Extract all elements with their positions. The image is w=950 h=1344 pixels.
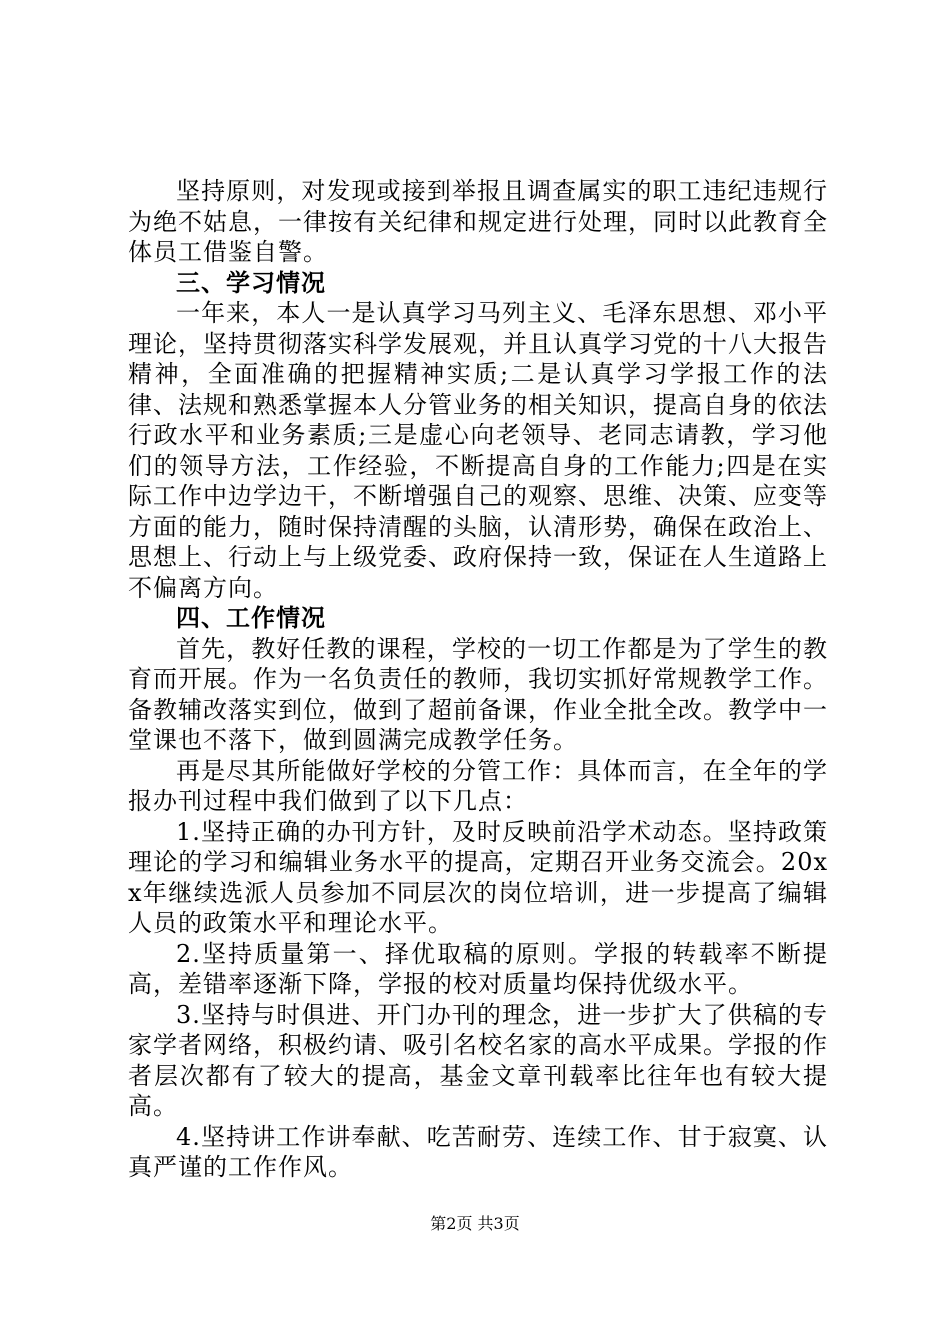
list-item-4: 4.坚持讲工作讲奉献、吃苦耐劳、连续工作、甘于寂寞、认真严谨的工作作风。 xyxy=(128,1122,828,1181)
paragraph-management: 再是尽其所能做好学校的分管工作：具体而言，在全年的学报办刊过程中我们做到了以下几点： xyxy=(128,756,828,815)
list-item-3: 3.坚持与时俱进、开门办刊的理念，进一步扩大了供稿的专家学者网络，积极约请、吸引名校名家的高水平成果。学报的作者层次都有了较大的提高，基金文章刊载率比往年也有较大提高。 xyxy=(128,1000,828,1120)
paragraph-study: 一年来，本人一是认真学习马列主义、毛泽东思想、邓小平理论，坚持贯彻落实科学发展观，并且认真学习党的十八大报告精神，全面准确的把握精神实质;二是认真学习学报工作的法律、法规和熟悉掌握本人分管业务的相关知识，提高自身的依法行政水平和业务素质;三是虚心向老领导、老同志请教，学习他们的领导方法，工作经验，不断提高自身的工作能力;四是在实际工作中边学边干，不断增强自己的观察、思维、决策、应变等方面的能力，随时保持清醒的头脑，认清形势，确保在政治上、思想上、行动上与上级党委、政府保持一致，保证在人生道路上不偏离方向。 xyxy=(128,299,828,602)
paragraph-teaching: 首先，教好任教的课程，学校的一切工作都是为了学生的教育而开展。作为一名负责任的教师，我切实抓好常规教学工作。备教辅改落实到位，做到了超前备课，作业全批全改。教学中一堂课也不落下，做到圆满完成教学任务。 xyxy=(128,634,828,754)
paragraph-discipline: 坚持原则，对发现或接到举报且调查属实的职工违纪违规行为绝不姑息，一律按有关纪律和规定进行处理，同时以此教育全体员工借鉴自警。 xyxy=(128,177,828,266)
section-heading-study: 三、学习情况 xyxy=(176,268,326,297)
page-number-footer: 第2页 共3页 xyxy=(430,1214,520,1233)
list-item-1: 1.坚持正确的办刊方针，及时反映前沿学术动态。坚持政策理论的学习和编辑业务水平的提高，定期召开业务交流会。20xx年继续选派人员参加不同层次的岗位培训，进一步提高了编辑人员的政策水平和理论水平。 xyxy=(128,817,828,937)
list-item-2: 2.坚持质量第一、择优取稿的原则。学报的转载率不断提高，差错率逐渐下降，学报的校对质量均保持优级水平。 xyxy=(128,939,828,998)
section-heading-work: 四、工作情况 xyxy=(176,604,326,632)
document-body xyxy=(128,176,828,1183)
